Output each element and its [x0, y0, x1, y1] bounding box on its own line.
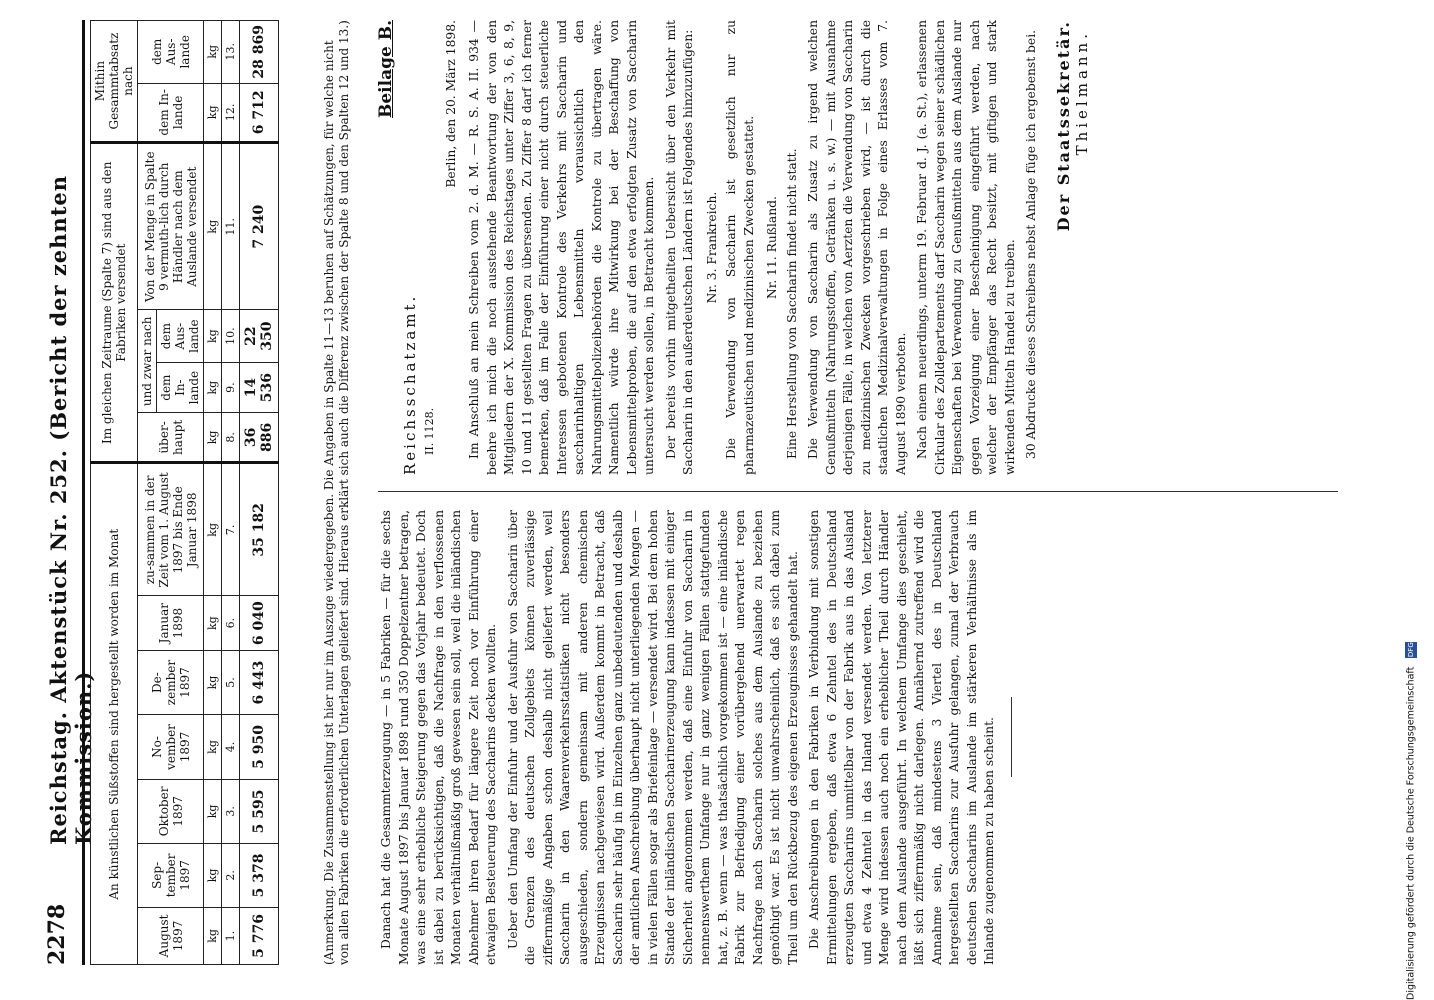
table-sub-abroad2: dem Aus-lande: [138, 21, 204, 84]
table-unit: kg: [204, 143, 222, 310]
table-unit: kg: [204, 83, 222, 143]
paragraph: Danach hat die Gesammterzeugung — in 5 Fabriken — für die sechs Monate August 1897 bis Januar 1898 rund 350 Doppelzentner betragen, was eine sehr erhebliche Steigerung gegen das Vorjahr bedeutet. Doch ist dabei zu berücksichtigen, daß die Nachfrage in den verflossenen Monaten verhältnißmäßig groß gewesen sein soll, weil die inländischen Abnehmer ihren Bedarf für längere Zeit noch vor Einführung einer etwaigen Besteuerung des Saccharins decken wollten.: [379, 510, 498, 965]
digitization-note: Digitalisierung gefördert durch die Deutsche Forschungsgemeinschaft: [1405, 666, 1417, 1000]
table-unit: kg: [204, 907, 222, 964]
paragraph: Die Verwendung von Saccharin ist gesetzlich nur zu pharmazeutischen und medizinischen Zwecken gestattet.: [724, 20, 756, 475]
table-unit: kg: [204, 310, 222, 363]
table-col-index: 8.: [222, 413, 240, 463]
paragraph: Nach einem neuerdings, unterm 19. Februar d. J. (a. St.), erlassenen Cirkular des Zolldepartements darf Saccharin wegen seiner schädlichen Eigenschaften bei Verwendung zu Genußmitteln aus dem Auslande nur gegen Vorzeigung einer Bescheinigung eingeführt werden, nach welcher der Empfänger das Recht besitzt, mit giftigen und stark wirkenden Mitteln Handel zu treiben.: [915, 20, 1017, 475]
table-month-5: De-zember 1897: [138, 650, 204, 714]
table-value: 6 040: [240, 596, 279, 651]
table-value: 5 378: [240, 843, 279, 907]
table-month-1: August 1897: [138, 907, 204, 964]
table-head-production: An künstlichen Süßstoffen sind hergestellt worden im Monat: [91, 463, 138, 965]
paragraph: 30 Abdrucke dieses Schreibens nebst Anlage füge ich ergebenst bei.: [1024, 29, 1038, 459]
office-name: Reichsschatzamt.: [400, 293, 419, 475]
signature-name: Thielmann.: [1073, 30, 1091, 156]
page-title: Reichstag. Aktenstück Nr. 252. (Bericht der zehnten Kommission.): [46, 174, 96, 845]
table-unit: kg: [204, 413, 222, 463]
table-value: 35 182: [240, 463, 279, 596]
table-value: 22 350: [240, 310, 279, 363]
table-head-shipped: Im gleichen Zeitraume (Spalte 7) sind aus den Fabriken versendet: [91, 143, 138, 463]
table-sub-group: und zwar nach: [138, 310, 157, 413]
table-col-index: 13.: [222, 21, 240, 84]
table-unit: kg: [204, 779, 222, 843]
table-footnote: (Anmerkung. Die Zusammenstellung ist hier nur im Auszuge wiedergegeben. Die Angaben in Spalte 11—13 beruhen auf Schätzungen, für welche nicht von allen Fabriken die erforderlichen Unterlagen geliefert sind. Hieraus erklärt sich auch die Differenz zwischen der Spalte 8 und den Spalten 12 und 13.): [322, 20, 351, 965]
table-unit: kg: [204, 362, 222, 412]
appendix-heading: Beilage B.: [376, 20, 396, 119]
table-value: 28 869: [240, 21, 279, 84]
table-value: 14 536: [240, 362, 279, 412]
table-month-4: No-vember 1897: [138, 715, 204, 780]
table-value: 6 712: [240, 83, 279, 143]
page-header: [40, 20, 96, 965]
table-value: 7 240: [240, 143, 279, 310]
paragraph: Die Anschreibungen in den Fabriken in Verbindung mit sonstigen Ermittelungen ergeben, daß etwa 6 Zehntel des in Deutschland erzeugten Saccharins unmittelbar von der Fabrik aus in das Ausland und etwa 4 Zehntel in das Inland versendet werden. Von letzterer Menge wird indessen auch noch ein erheblicher Theil durch Händler nach dem Auslande ausgeführt. In welchem Umfange dies geschieht, läßt sich ziffernmäßig nicht darlegen. Annähernd zutreffend wird die Annahme sein, daß mindestens 3 Viertel des in Deutschland hergestellten Saccharins zur Ausfuhr gelangen, zumal der Verbrauch deutschen Saccharins im Auslande im stärkeren Verhältnisse als im Inlande zugenommen zu haben scheint.: [807, 510, 996, 965]
signature-title: Der Staatssekretär.: [1053, 20, 1073, 232]
statistics-table: [90, 20, 279, 965]
page-number: 2278: [44, 903, 70, 965]
table-sub-share: Von der Menge in Spalte 9 vermuth-lich durch Händler nach dem Auslande versendet: [138, 143, 204, 310]
digitization-footer: [1405, 0, 1417, 1000]
table-unit: kg: [204, 843, 222, 907]
table-sub-abroad: dem Aus-lande: [157, 310, 204, 363]
table-col-index: 1.: [222, 907, 240, 964]
paragraph: Eine Herstellung von Saccharin findet nicht statt.: [784, 148, 799, 459]
left-column: [378, 510, 1012, 965]
table-col-index: 7.: [222, 463, 240, 596]
reference-number: II. 1128.: [423, 407, 436, 455]
table-col-index: 9.: [222, 362, 240, 412]
section-heading-russia: Nr. 11. Rußland.: [765, 196, 779, 299]
table-col-index: 10.: [222, 310, 240, 363]
table-month-3: Oktober 1897: [138, 779, 204, 843]
dfg-logo-icon: DFG: [1407, 642, 1415, 658]
page-content: [40, 20, 1380, 965]
table-unit: kg: [204, 596, 222, 651]
table-unit: kg: [204, 650, 222, 714]
paragraph: Der bereits vorhin mitgetheilten Uebersicht über den Verkehr mit Saccharin in den außerdeutschen Ländern ist Folgendes hinzuzufügen:: [663, 20, 695, 475]
table-col-index: 11.: [222, 143, 240, 310]
table-unit: kg: [204, 21, 222, 84]
table-col-index: 6.: [222, 596, 240, 651]
section-heading-france: Nr. 3. Frankreich.: [704, 191, 719, 304]
table-month-total: zu-sammen in der Zeit vom 1. August 1897 bis Ende Januar 1898: [138, 463, 204, 596]
table-value: 5 950: [240, 715, 279, 780]
table-value: 5 595: [240, 779, 279, 843]
table-sub-inland2: dem In-lande: [138, 83, 204, 143]
table-col-index: 3.: [222, 779, 240, 843]
table-month-2: Sep-tember 1897: [138, 843, 204, 907]
table-col-index: 12.: [222, 83, 240, 143]
table-value: 5 776: [240, 907, 279, 964]
column-divider: [378, 491, 1338, 492]
table-col-index: 4.: [222, 715, 240, 780]
letter-date: Berlin, den 20. März 1898.: [443, 20, 458, 188]
table-col-index: 5.: [222, 650, 240, 714]
paragraph: Ueber den Umfang der Einfuhr und der Ausfuhr von Saccharin über die Grenzen des deutschen Zollgebiets können zuverlässige ziffernmäßige Angaben schon deshalb nicht geliefert werden, weil Saccharin in den Waarenverkehrsstatistiken nicht besonders ausgeschieden, sondern gemeinsam mit anderen chemischen Erzeugnissen nachgewiesen wird. Außerdem kommt in Betracht, daß Saccharin sehr häufig in im Einzelnen ganz unbedeutenden und deshalb der amtlichen Anschreibung überhaupt nicht unterliegenden Mengen — in vielen Fällen sogar als Briefeinlage — versendet wird. Bei dem hohen Stande der inländischen Saccharinerzeugung kann indessen mit einiger Sicherheit angenommen werden, daß eine Einfuhr von Saccharin in nennenswerthem Umfange nur in ganz wenigen Fällen stattgefunden hat, z. B. wenn — was thatsächlich vorgekommen ist — eine inländische Fabrik zur Befriedigung einer vorübergehend unerwartet regen Nachfrage nach Saccharin solches aus dem Auslande zu beziehen genöthigt war. Es ist nicht unwahrscheinlich, daß es sich dabei zum Theil um den Rückbezug des eigenen Erzeugnisses gehandelt hat.: [505, 510, 800, 965]
table-unit: kg: [204, 715, 222, 780]
table-month-6: Januar 1898: [138, 596, 204, 651]
table-sub-inland: dem In-lande: [157, 362, 204, 412]
table-col-index: 2.: [222, 843, 240, 907]
table-unit: kg: [204, 463, 222, 596]
divider-rule: [1011, 698, 1012, 778]
table-sub-total: über-haupt: [138, 413, 204, 463]
table-value: 36 886: [240, 413, 279, 463]
paragraph: Im Anschluß an mein Schreiben vom 2. d. M. — R. S. A. II. 934 — beehre ich mich die noch ausstehende Beantwortung der von den Mitgliedern der X. Kommission des Reichstages unter Ziffer 3, 6, 8, 9, 10 und 11 gestellten Fragen zu übersenden. Zu Ziffer 8 darf ich ferner bemerken, daß im Falle der Einführung einer nicht durch steuerliche Interessen gebotenen Kontrole des Verkehrs mit Saccharin und saccharinhaltigen Lebensmitteln voraussichtlich den Nahrungsmittelpolizeibehörden die Kontrole zu übertragen wäre. Namentlich würde ihre Mitwirkung bei der Beschaffung von Lebensmittelproben, die auf den etwa erfolgten Zusatz von Saccharin untersucht werden sollen, in Betracht kommen.: [467, 20, 656, 475]
paragraph: Die Verwendung von Saccharin als Zusatz zu irgend welchen Genußmitteln (Nahrungsstoffen, Getränken u. s. w.) — mit Ausnahme derjenigen Fälle, in welchen von Aerzten die Verwendung von Saccharin zu medizinischen Zwecken vorgeschrieben wird, — ist durch die staatlichen Medizinalverwaltungen in Folge eines Erlasses vom 7. August 1890 verboten.: [806, 20, 908, 475]
table-value: 6 443: [240, 650, 279, 714]
right-column: [378, 20, 1092, 475]
table-head-total-sales: Mithin Gesammtabsatz nach: [91, 21, 138, 143]
